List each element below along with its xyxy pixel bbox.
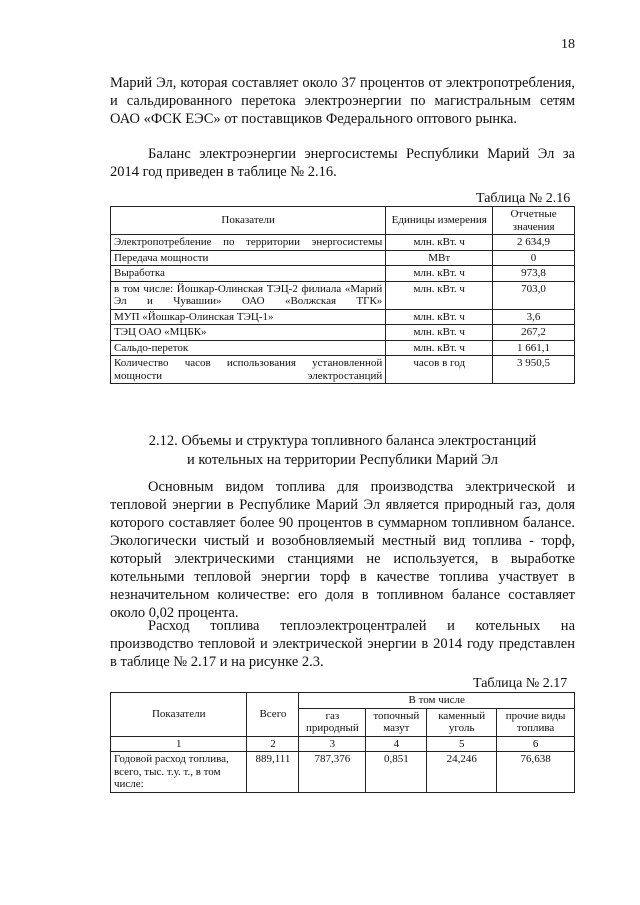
header-fuel-oil: топочный мазут	[366, 708, 427, 736]
column-number: 2	[247, 736, 299, 752]
row-value: 0	[493, 250, 575, 266]
column-number: 6	[497, 736, 575, 752]
header-indicators: Показатели	[111, 207, 386, 235]
row-unit: млн. кВт. ч	[386, 325, 493, 341]
row-name: Количество часов использования установленной мощности электростанций	[111, 356, 386, 384]
row-unit: млн. кВт. ч	[386, 281, 493, 309]
row-name: Сальдо-переток	[111, 340, 386, 356]
row-value: 2 634,9	[493, 235, 575, 251]
row-coal: 24,246	[427, 752, 497, 793]
row-value: 3,6	[493, 309, 575, 325]
table-row	[111, 309, 575, 325]
header-coal: каменный уголь	[427, 708, 497, 736]
row-unit: млн. кВт. ч	[386, 235, 493, 251]
table-header-row	[111, 693, 575, 709]
row-value: 3 950,5	[493, 356, 575, 384]
page-number: 18	[561, 37, 575, 52]
row-other: 76,638	[497, 752, 575, 793]
paragraph-2: Баланс электроэнергии энергосистемы Республики Марий Эл за 2014 год приведен в таблице № 2.16.	[110, 146, 575, 180]
paragraph-3: Основным видом топлива для производства электрической и тепловой энергии в Республике Марий Эл является природный газ, доля которого составляет более 90 процентов в суммарном топливном балансе. Экологически чистый и возобновляемый местный вид топлива - торф, который электрическими станциями не используется, в выработке котельными тепловой энергии торф в качестве топлива участвует в незначительном количестве: его доля в топливном балансе составляет около 0,02 процента.	[110, 479, 575, 621]
header-values: Отчетные значения	[493, 207, 575, 235]
table-row	[111, 266, 575, 282]
column-number: 3	[299, 736, 366, 752]
table-row	[111, 250, 575, 266]
row-unit: млн. кВт. ч	[386, 340, 493, 356]
column-number: 4	[366, 736, 427, 752]
header-natural-gas: газ природный	[299, 708, 366, 736]
row-total: 889,111	[247, 752, 299, 793]
table-row	[111, 752, 575, 793]
header-other-fuel: прочие виды топлива	[497, 708, 575, 736]
row-name: ТЭЦ ОАО «МЦБК»	[111, 325, 386, 341]
paragraph-4: Расход топлива теплоэлектроцентралей и котельных на производство тепловой и электрической энергии в 2014 году представлен в таблице № 2.17 и на рисунке 2.3.	[110, 618, 575, 670]
column-number: 1	[111, 736, 247, 752]
row-unit: млн. кВт. ч	[386, 266, 493, 282]
row-name: Передача мощности	[111, 250, 386, 266]
section-heading-line-2: и котельных на территории Республики Марий Эл	[186, 452, 499, 468]
row-name: в том числе: Йошкар-Олинская ТЭЦ-2 филиала «Марий Эл и Чувашии» ОАО «Волжская ТГК»	[111, 281, 386, 309]
column-number: 5	[427, 736, 497, 752]
table-row	[111, 356, 575, 384]
row-name: Выработка	[111, 266, 386, 282]
table-header-row	[111, 207, 575, 235]
row-value: 1 661,1	[493, 340, 575, 356]
row-value: 267,2	[493, 325, 575, 341]
table-row	[111, 281, 575, 309]
header-indicators: Показатели	[111, 693, 247, 737]
header-total: Всего	[247, 693, 299, 737]
row-unit: млн. кВт. ч	[386, 309, 493, 325]
row-name: Годовой расход топлива, всего, тыс. т.у. т., в том числе:	[111, 752, 247, 793]
row-value: 703,0	[493, 281, 575, 309]
row-name: МУП «Йошкар-Олинская ТЭЦ-1»	[111, 309, 386, 325]
table-217	[110, 692, 575, 793]
row-unit: часов в год	[386, 356, 493, 384]
table-row	[111, 340, 575, 356]
row-value: 973,8	[493, 266, 575, 282]
table-216	[110, 206, 575, 384]
table-217-caption: Таблица № 2.17	[473, 676, 568, 691]
header-units: Единицы измерения	[386, 207, 493, 235]
table-row	[111, 235, 575, 251]
table-216-caption: Таблица № 2.16	[476, 191, 571, 206]
header-including: В том числе	[299, 693, 575, 709]
table-row	[111, 325, 575, 341]
section-heading	[110, 432, 575, 470]
row-gas: 787,376	[299, 752, 366, 793]
row-unit: МВт	[386, 250, 493, 266]
paragraph-1: Марий Эл, которая составляет около 37 процентов от электропотребления, и сальдированного перетока электроэнергии по магистральным сетям ОАО «ФСК ЕЭС» от поставщиков Федерального оптового рынка.	[110, 75, 575, 127]
section-heading-line-1: 2.12. Объемы и структура топливного баланса электростанций	[148, 433, 537, 449]
row-name: Электропотребление по территории энергосистемы	[111, 235, 386, 251]
table-number-row	[111, 736, 575, 752]
row-fuel-oil: 0,851	[366, 752, 427, 793]
